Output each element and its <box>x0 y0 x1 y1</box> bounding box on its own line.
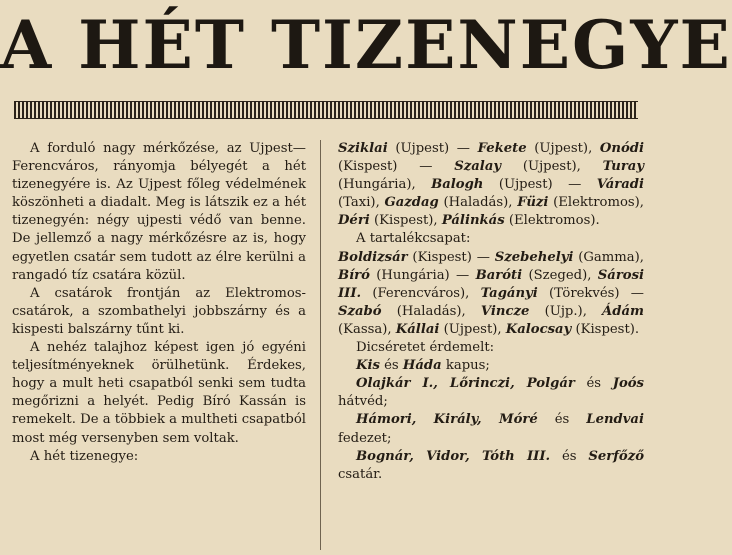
praise-line <box>338 411 644 447</box>
player-club: (Elektromos). <box>504 213 600 229</box>
praise-names: Olajkár I., Lőrinczi, Polgár <box>356 376 575 392</box>
player-name: Kalocsay <box>505 321 572 337</box>
player-name: Szabó <box>338 303 382 319</box>
headline: A HÉT TIZENEGYE <box>0 6 732 84</box>
player-name: Sziklai <box>338 141 388 156</box>
player-name: Déri <box>338 213 370 229</box>
reserve-lineup <box>338 249 644 339</box>
player-name: Baróti <box>475 267 523 283</box>
player-name: Ádám <box>602 303 644 319</box>
player-name: Füzi <box>517 195 549 211</box>
player-club: (Kispest), <box>369 213 442 229</box>
player-club: (Hungária) — <box>369 267 476 283</box>
player-club: (Kispest) — <box>338 159 455 175</box>
player-name: Balogh <box>431 177 484 193</box>
player-name: Szalay <box>454 159 502 175</box>
player-club: (Kassa), <box>338 321 396 337</box>
praise-line <box>338 357 644 375</box>
player-name: Onódi <box>599 141 644 156</box>
praise-role: csatár. <box>338 466 383 482</box>
player-club: (Ferencváros), <box>361 285 481 301</box>
player-name: Boldizsár <box>338 249 408 265</box>
player-club: (Hungária), <box>338 177 432 193</box>
paragraph-3: A nehéz talajhoz képest igen jó egyéni teljesítményeknek örülhetünk. Érdekes, hogy a mult heti csapatból senki sem tudta megőrizni a helyét. Pedig Bíró Kassán is remekelt. De a többiek a multheti csapatból most még versenyben sem voltak. <box>12 340 306 446</box>
praise-role: hátvéd; <box>338 394 388 410</box>
praise-conjunction: és <box>379 358 403 374</box>
player-club: (Szeged), <box>522 267 598 283</box>
column-divider <box>320 140 321 550</box>
praise-line <box>338 448 644 484</box>
praise-conjunction: és <box>537 412 587 428</box>
praise-list <box>338 357 644 484</box>
praise-role: kapus; <box>441 358 490 374</box>
player-club: (Elektromos), <box>548 195 644 211</box>
right-column <box>338 140 644 484</box>
team-lineup <box>338 140 644 230</box>
decorative-rule <box>14 101 638 119</box>
player-name: Váradi <box>596 177 644 193</box>
player-club: (Haladás), <box>438 195 518 211</box>
player-club: (Gamma), <box>573 249 644 265</box>
player-name: Sárosi III. <box>338 267 645 301</box>
player-club: (Haladás), <box>381 303 481 319</box>
player-name: Tagányi <box>480 285 538 301</box>
praise-names: Joós <box>612 376 644 392</box>
praise-names: Kis <box>356 358 380 374</box>
player-name: Bíró <box>338 267 370 283</box>
player-club: (Törekvés) — <box>537 285 644 301</box>
praise-conjunction: és <box>574 376 613 392</box>
praise-names: Háda <box>402 358 442 374</box>
player-club: (Kispest). <box>571 321 640 337</box>
player-name: Turay <box>602 159 644 175</box>
paragraph-2: A csatárok frontján az Elektromos-csatárok, a szombathelyi jobbszárny és a kispesti balszárny tűnt ki. <box>12 285 306 337</box>
player-name: Gazdag <box>384 195 439 211</box>
player-club: (Ujpest), <box>501 159 603 175</box>
player-club: (Ujpest) — <box>387 141 478 156</box>
player-name: Vincze <box>480 303 530 319</box>
praise-line <box>338 375 644 411</box>
paragraph-4: A hét tizenegye: <box>30 448 139 464</box>
paragraph-1: A forduló nagy mérkőzése, az Ujpest—Ferencváros, rányomja bélyegét a hét tizenegyére is. Az Ujpest főleg védelmének köszönheti a diadalt. Meg is látszik ez a hét tizenegyén: négy ujpesti védő van benne. De jellemző a nagy mérkőzésre az is, hogy egyetlen csatár sem tudott az élre kerülni a rangadó tíz csatára közül. <box>12 141 306 283</box>
praise-conjunction: és <box>550 448 589 464</box>
player-name: Kállai <box>395 321 440 337</box>
player-club: (Ujp.), <box>529 303 603 319</box>
player-name: Szebehelyi <box>494 249 574 265</box>
praise-names: Bognár, Vidor, Tóth III. <box>356 448 551 464</box>
player-name: Fekete <box>477 141 527 156</box>
reserve-title: A tartalékcsapat: <box>356 231 471 247</box>
praise-role: fedezet; <box>338 430 392 446</box>
player-club: (Taxi), <box>338 195 385 211</box>
left-column <box>12 140 306 466</box>
player-club: (Ujpest), <box>526 141 600 156</box>
praise-names: Serfőző <box>588 448 644 464</box>
praise-names: Hámori, Király, Móré <box>356 412 538 428</box>
player-name: Pálinkás <box>441 213 505 229</box>
praise-names: Lendvai <box>586 412 644 428</box>
player-club: (Ujpest) — <box>483 177 597 193</box>
praise-title: Dicséretet érdemelt: <box>356 340 495 356</box>
player-club: (Ujpest), <box>439 321 506 337</box>
player-club: (Kispest) — <box>407 249 495 265</box>
